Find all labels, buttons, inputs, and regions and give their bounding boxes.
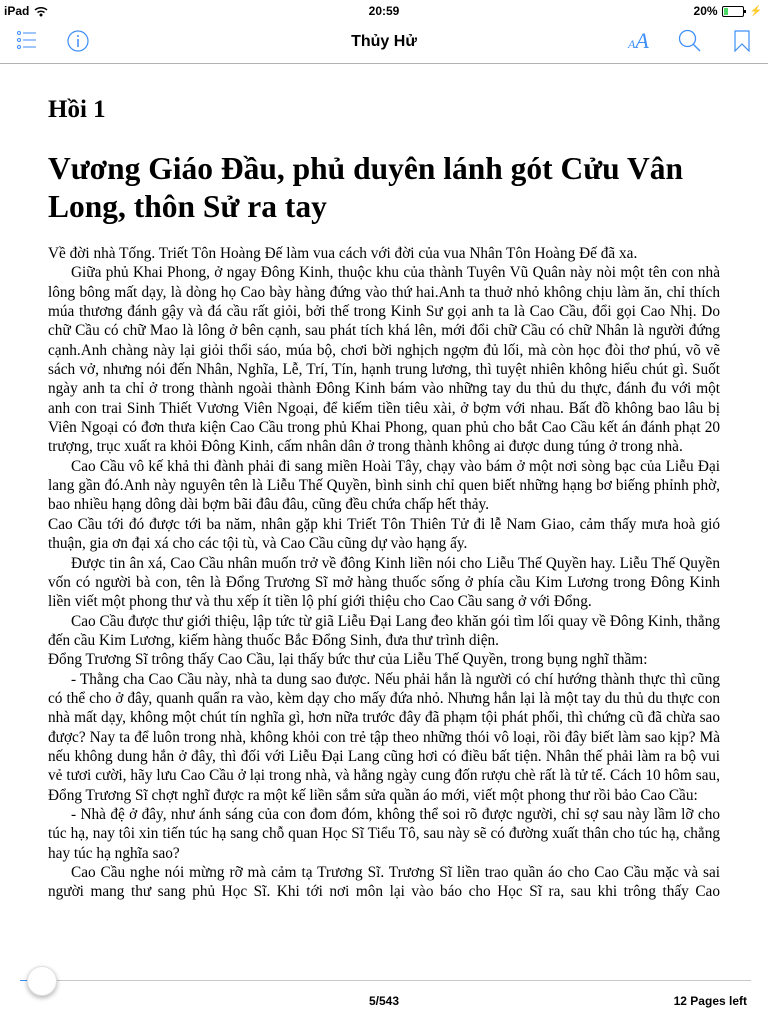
book-title: Thủy Hử [351,33,417,50]
chapter-number: Hồi 1 [48,96,106,123]
page-indicator: 5/543 [368,994,400,1008]
charging-icon: ⚡ [749,5,762,17]
paragraph: Được tin ân xá, Cao Cầu nhân muốn trở về đông Kinh liền nói cho Liễu Thế Quyền hay. Liễu Thế Quyền vốn có người bà con, tên là Đổng Trương Sĩ mở hàng thuốc sống ở phía cầu Kim Lương trong Đông Kinh liền viết một phong thư và thu xếp ít tiền lộ phí giới thiệu cho Cao Cầu sang ở với Đổng. [48,554,720,611]
bookmark-icon[interactable] [734,30,750,52]
battery-percent: 20% [693,4,718,18]
paragraph: Giữa phủ Khai Phong, ở ngay Đông Kinh, thuộc khu của thành Tuyên Vũ Quân này nòi một tên con nhà lông bông mất dạy, là dòng họ Cao bày hàng đứng vào thứ hai.Anh ta thuở nhỏ không chịu làm ăn, chỉ thích múa thương đánh gậy và đá cầu rất giỏi, bởi thế trong Kinh Sư gọi anh ta là Cao Cầu, đổi gọi Cao Nhị. Do chữ Cầu có chữ Mao là lông ở bên cạnh, sau phát tích khá lên, mới đổi chữ Cầu có chữ Nhân là người đứng cạnh.Anh chàng này lại giỏi thổi sáo, múa bộ, chơi bời nghịch ngợm đủ lối, mà còn học đòi thơ phú, võ vẽ sách vở, nhưng nói đến Nhân, Nghĩa, Lễ, Trí, Tín, hạnh trung lương, thì tuyệt nhiên không hiểu chút gì. Suốt ngày anh ta chỉ ở trong thành ngoài thành Đông Kinh bám vào những tay du thủ du thực, đánh đu với một anh con trai Sinh Thiết Vương Viên Ngoại, để kiếm tiền tiêu xài, ở bợm với nhau. Bất đồ không bao lâu bị Viên Ngoại có đơn thưa kiện Cao Cầu trong phủ Khai Phong, quan phủ cho bắt Cao Cầu kết án đánh phạt 20 trượng, trục xuất ra khỏi Đông Kinh, cấm nhân dân ở trong thành không ai được dung túng ở trong nhà. [48,264,720,456]
pages-left: 12 Pages left [673,994,747,1008]
paragraph: Cao Cầu vô kế khả thi đành phải đi sang miền Hoài Tây, chạy vào bám ở một nơi sòng bạc của Liễu Đại lang gần đó.Anh này nguyên tên là Liễu Thế Quyền, bình sinh chỉ quen biết những hạng bơ biếng phỉnh phờ, bao nhiều hạng dông dài bợm bãi đâu đâu, cũng đều chứa chấp hết thảy. [48,457,720,514]
paragraph: Cao Cầu tới đó được tới ba năm, nhân gặp khi Triết Tôn Thiên Tử đi lễ Nam Giao, cảm thấy mưa hoà gió thuận, gia ơn đại xá cho các tội tù, và Cao Cầu cũng dự vào hạng ấy. [48,515,720,553]
paragraph: - Nhà đệ ở đây, như ánh sáng của con đom đóm, không thể soi rõ được người, chỉ sợ sau này lầm lỡ cho túc hạ, nay tôi xin tiến túc hạ sang chỗ quan Học Sĩ Tiểu Tô, sau này sẽ có đường xuất thân cho túc hạ, chẳng hay túc hạ nghĩa sao? [48,805,720,862]
reading-page [48,0,720,968]
chapter-body [48,244,720,902]
scrubber-thumb[interactable] [27,966,57,996]
clock: 20:59 [368,4,400,18]
font-size-icon: AA [628,28,649,53]
paragraph: Về đời nhà Tống. Triết Tôn Hoàng Đế làm vua cách với đời của vua Nhân Tôn Hoàng Đế đã xa. [48,245,638,262]
paragraph: Đổng Trương Sĩ trông thấy Cao Cầu, lại thấy bức thư của Liễu Thế Quyền, trong bụng nghĩ thầm: [48,651,648,669]
chapter-title: Vương Giáo Đầu, phủ duyên lánh gót Cửu Vân Long, thôn Sử ra tay [48,151,683,224]
device-name: iPad [4,4,30,18]
paragraph: Cao Cầu được thư giới thiệu, lập tức từ giã Liễu Đại Lang đeo khăn gói tìm lối quay về Đông Kinh, thẳng đến cầu Kim Lương, kiếm hàng thuốc Bắc Đổng Sinh, đưa thư trình diện. [48,612,720,649]
paragraph: - Thằng cha Cao Cầu này, nhà ta dung sao được. Nếu phải hắn là người có chí hướng thành thực thì cũng có thể cho ở đây, quanh quẩn ra vào, kèm dạy cho mấy đứa nhỏ. Nhưng hắn lại là một tay du thủ du thực con nhà mất dạy, không một chút tín nghĩa gì, hơn nữa trước đây đã phạm tội phát phối, thì chứng cũ đã chừa sao được? Nay ta để luôn trong nhà, không khỏi con trẻ tập theo những thói vô loại, rồi đây biết làm sao kịp? Mà nếu không dung hắn ở đây, thì đối với Liễu Đại Lang cũng hơi có điều bất tiện. Nhân thế phải làm ra bộ vui vẻ tươi cười, hãy lưu Cao Cầu ở lại trong nhà, và hằng ngày cung đốn rượu chè rất là tử tế. Cách 10 hôm sau, Đổng Trương Sĩ chợt nghĩ được ra một kế liền sắm sửa quần áo mới, viết một phong thư rồi bảo Cao Cầu: [48,670,720,804]
page-scrubber[interactable] [20,980,751,981]
battery-icon [722,6,744,17]
paragraph: Cao Cầu nghe nói mừng rỡ mà cảm tạ Trương Sĩ. Trương Sĩ liền trao quần áo cho Cao Cầu mặc và sai người mang thư sang phủ Học Sĩ. Khi tới nơi môn lại vào báo cho Học Sĩ ra, sau khi trông thấy Cao [48,864,720,901]
